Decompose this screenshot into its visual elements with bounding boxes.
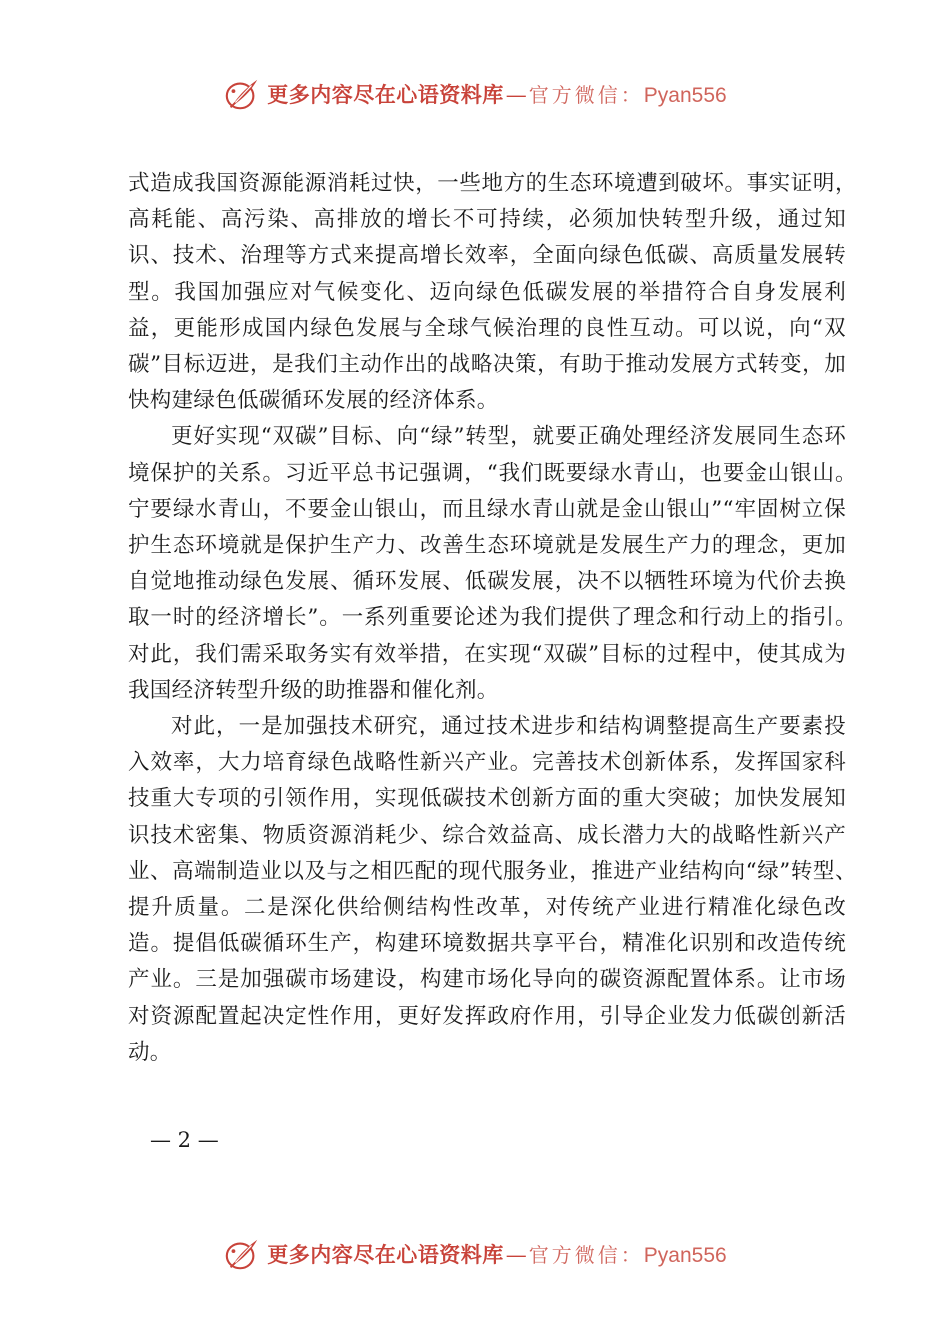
feather-pen-logo-icon: [223, 1235, 261, 1273]
footer-banner: [0, 1232, 950, 1276]
banner-dash: —: [505, 1243, 527, 1267]
banner-main-text: 更多内容尽在心语资料库: [267, 82, 504, 107]
document-body: [128, 166, 868, 1071]
feather-pen-logo-icon: [223, 75, 261, 113]
banner-dash: —: [505, 83, 527, 107]
banner-wechat-id: Pyan556: [643, 1244, 727, 1267]
banner-wechat-label: 官方微信：: [528, 1243, 644, 1267]
banner-wechat-label: 官方微信：: [528, 83, 644, 107]
header-banner: [0, 72, 950, 116]
paragraph-2: 更好实现“双碳”目标、向“绿”转型，就要正确处理经济发展同生态环境保护的关系。习近平总书记强调，“我们既要绿水青山，也要金山银山。 宁要绿水青山，不要金山银山，而且绿水青山就是金山银山”“牢固树立保护生态环境就是保护生产力、改善生态环境就是发展生产力的理念，更加自觉地推动绿色发展、循环发展、低碳发展，决不以牺牲环境为代价去换取一时的经济增长”。一系列重要论述为我们提供了理念和行动上的指引。 对此，我们需采取务实有效举措，在实现“双碳”目标的过程中，使其成为我国经济转型升级的助推器和催化剂。: [128, 424, 868, 703]
banner-wechat-id: Pyan556: [643, 84, 727, 107]
paragraph-1: 式造成我国资源能源消耗过快，一些地方的生态环境遭到破坏。事实证明， 高耗能、高污染、高排放的增长不可持续，必须加快转型升级，通过知识、技术、治理等方式来提高增长效率，全面向绿色低碳、高质量发展转型。我国加强应对气候变化、迈向绿色低碳发展的举措符合自身发展利益，更能形成国内绿色发展与全球气候治理的良性互动。可以说，向“双碳”目标迈进，是我们主动作出的战略决策，有助于推动发展方式转变，加快构建绿色低碳循环发展的经济体系。: [128, 171, 868, 414]
banner-main-text: 更多内容尽在心语资料库: [267, 1242, 504, 1267]
page-number: — 2 —: [150, 1128, 219, 1152]
paragraph-3: 对此，一是加强技术研究，通过技术进步和结构调整提高生产要素投入效率，大力培育绿色战略性新兴产业。完善技术创新体系，发挥国家科技重大专项的引领作用，实现低碳技术创新方面的重大突破；加快发展知识技术密集、物质资源消耗少、综合效益高、成长潜力大的战略性新兴产业、高端制造业以及与之相匹配的现代服务业，推进产业结构向“绿”转型、 提升质量。二是深化供给侧结构性改革，对传统产业进行精准化绿色改造。提倡低碳循环生产，构建环境数据共享平台，精准化识别和改造传统产业。三是加强碳市场建设，构建市场化导向的碳资源配置体系。让市场对资源配置起决定性作用，更好发挥政府作用，引导企业发力低碳创新活动。: [128, 714, 868, 1065]
